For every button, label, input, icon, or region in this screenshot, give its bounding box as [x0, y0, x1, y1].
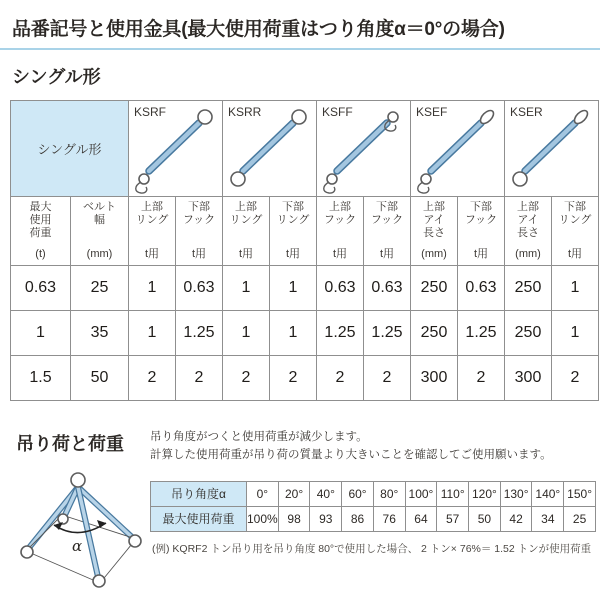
load-label-cell: 最大使用荷重	[151, 506, 247, 531]
eye-icon	[478, 108, 496, 126]
column-header-label: 下部 フック	[370, 201, 404, 226]
spec-tbody	[11, 266, 599, 401]
column-header-row	[11, 197, 599, 266]
column-header	[552, 197, 599, 266]
column-header	[270, 197, 317, 266]
spec-value: 2	[223, 356, 270, 401]
spec-value: 2	[364, 356, 411, 401]
spec-value: 1	[223, 266, 270, 311]
column-header-label: 最大 使用 荷重	[29, 201, 52, 239]
column-header-label: 下部 フック	[182, 201, 216, 226]
load-value: 64	[405, 506, 437, 531]
hook-icon	[129, 535, 141, 547]
spec-value: 1	[11, 311, 71, 356]
column-header-label: 下部 リング	[276, 201, 310, 226]
angle-value: 80°	[373, 481, 405, 506]
spec-value: 300	[505, 356, 552, 401]
sling-illustration-ksrf	[129, 103, 222, 194]
column-header-unit: t用	[379, 248, 395, 261]
angle-value: 20°	[278, 481, 310, 506]
ring-icon	[198, 110, 212, 124]
product-cell-ksff	[317, 101, 411, 197]
column-header	[71, 197, 129, 266]
single-type-cell: シングル形	[11, 101, 129, 197]
product-code-label: KSRR	[228, 105, 262, 119]
angle-value: 150°	[564, 481, 596, 506]
column-header	[11, 197, 71, 266]
load-note-line1: 吊り角度がつくと使用荷重が減少します。	[150, 431, 368, 443]
column-header-unit: (mm)	[515, 248, 541, 261]
hook-icon	[21, 546, 33, 558]
angle-label-cell: 吊り角度α	[151, 481, 247, 506]
product-code-label: KSEF	[416, 105, 448, 119]
angle-header-row	[151, 481, 596, 506]
spec-value: 1.25	[458, 311, 505, 356]
column-header-unit: t用	[567, 248, 583, 261]
spec-value: 250	[505, 311, 552, 356]
column-header	[317, 197, 364, 266]
load-note-line2: 計算した使用荷重が吊り荷の質量より大きいことを確認してご使用願います。	[150, 448, 552, 461]
product-cell-ksef	[411, 101, 505, 197]
column-header-label: 下部 リング	[558, 201, 592, 226]
angle-value: 0°	[247, 481, 279, 506]
spec-value: 1	[552, 311, 599, 356]
product-code-label: KSRF	[134, 105, 167, 119]
hook-icon	[58, 514, 68, 524]
load-value: 34	[532, 506, 564, 531]
spec-value: 250	[505, 266, 552, 311]
sling-illustration-ksrr	[223, 103, 316, 194]
ring-icon	[71, 473, 85, 487]
spec-value: 300	[411, 356, 458, 401]
column-header-unit: t用	[332, 248, 348, 261]
column-header	[223, 197, 270, 266]
load-notes	[150, 428, 596, 465]
column-header-label: 上部 リング	[229, 201, 263, 226]
four-leg-sling-diagram	[14, 469, 148, 609]
load-value: 76	[373, 506, 405, 531]
load-section	[10, 428, 592, 614]
spec-value: 1.25	[317, 311, 364, 356]
column-header-unit: (t)	[35, 248, 46, 261]
column-header-label: 上部 リング	[135, 201, 169, 226]
column-header-label: 下部 フック	[464, 201, 498, 226]
spec-value: 2	[129, 356, 176, 401]
example-note: (例) KQRF2 トン吊り用を吊り角度 80°で使用した場合、 2 トン× 76%＝ 1.52 トンが使用荷重	[152, 542, 592, 555]
load-value: 98	[278, 506, 310, 531]
column-header-label: 上部 アイ 長さ	[517, 201, 539, 239]
column-header	[458, 197, 505, 266]
page-header	[0, 0, 600, 50]
load-value: 25	[564, 506, 596, 531]
angle-value: 140°	[532, 481, 564, 506]
section-single-title: シングル形	[12, 67, 101, 87]
spec-value: 1.25	[176, 311, 223, 356]
spec-value: 1	[270, 311, 317, 356]
angle-value: 120°	[469, 481, 501, 506]
single-sling-spec-table	[10, 100, 599, 401]
spec-value: 2	[270, 356, 317, 401]
hook-icon	[93, 575, 105, 587]
spec-value: 0.63	[11, 266, 71, 311]
spec-value: 2	[176, 356, 223, 401]
column-header-label: ベルト 幅	[83, 201, 116, 226]
spec-value: 0.63	[364, 266, 411, 311]
column-header	[505, 197, 552, 266]
spec-value: 1.25	[364, 311, 411, 356]
column-header	[411, 197, 458, 266]
product-code-label: KSFF	[322, 105, 353, 119]
spec-row	[11, 311, 599, 356]
eye-icon	[572, 108, 590, 126]
spec-value: 25	[71, 266, 129, 311]
product-cell-kser	[505, 101, 599, 197]
ring-icon	[513, 172, 527, 186]
spec-value: 250	[411, 311, 458, 356]
spec-value: 1	[223, 311, 270, 356]
spec-value: 50	[71, 356, 129, 401]
spec-value: 2	[458, 356, 505, 401]
column-header	[129, 197, 176, 266]
column-header-unit: (mm)	[86, 248, 113, 261]
spec-value: 0.63	[458, 266, 505, 311]
load-value-row	[151, 506, 596, 531]
spec-value: 0.63	[176, 266, 223, 311]
column-header-label: 上部 フック	[323, 201, 357, 226]
spec-row	[11, 266, 599, 311]
page	[0, 63, 600, 614]
column-header-unit: t用	[191, 248, 207, 261]
column-header	[364, 197, 411, 266]
load-value: 93	[310, 506, 342, 531]
spec-value: 2	[317, 356, 364, 401]
spec-value: 0.63	[317, 266, 364, 311]
alpha-label: α	[72, 536, 83, 555]
column-header-unit: t用	[238, 248, 254, 261]
spec-value: 1	[129, 266, 176, 311]
ring-icon	[231, 172, 245, 186]
spec-row	[11, 356, 599, 401]
angle-value: 130°	[500, 481, 532, 506]
sling-angle-illustration	[10, 465, 150, 614]
spec-value: 1	[270, 266, 317, 311]
load-value: 86	[342, 506, 374, 531]
load-value: 42	[500, 506, 532, 531]
spec-value: 250	[411, 266, 458, 311]
load-value: 57	[437, 506, 469, 531]
product-cell-ksrf	[129, 101, 223, 197]
column-header	[176, 197, 223, 266]
angle-load-table	[150, 481, 596, 532]
sling-illustration-ksef	[411, 103, 504, 194]
angle-value: 100°	[405, 481, 437, 506]
angle-value: 40°	[310, 481, 342, 506]
column-header-unit: t用	[144, 248, 160, 261]
spec-value: 1	[129, 311, 176, 356]
load-value: 100%	[247, 506, 279, 531]
column-header-unit: t用	[285, 248, 301, 261]
product-code-label: KSER	[510, 105, 543, 119]
sling-illustration-kser	[505, 103, 598, 194]
product-row	[11, 101, 599, 197]
product-cell-ksrr	[223, 101, 317, 197]
spec-value: 1.5	[11, 356, 71, 401]
spec-value: 1	[552, 266, 599, 311]
angle-value: 60°	[342, 481, 374, 506]
column-header-unit: t用	[473, 248, 489, 261]
angle-table-wrap	[150, 465, 596, 614]
load-value: 50	[469, 506, 501, 531]
ring-icon	[292, 110, 306, 124]
angle-value: 110°	[437, 481, 469, 506]
column-header-unit: (mm)	[421, 248, 447, 261]
section-load-title: 吊り荷と荷重	[16, 434, 124, 454]
column-header-label: 上部 アイ 長さ	[423, 201, 445, 239]
spec-value: 2	[552, 356, 599, 401]
page-title: 品番記号と使用金具(最大使用荷重はつり角度α＝0°の場合)	[12, 19, 505, 40]
sling-illustration-ksff	[317, 103, 410, 194]
spec-value: 35	[71, 311, 129, 356]
